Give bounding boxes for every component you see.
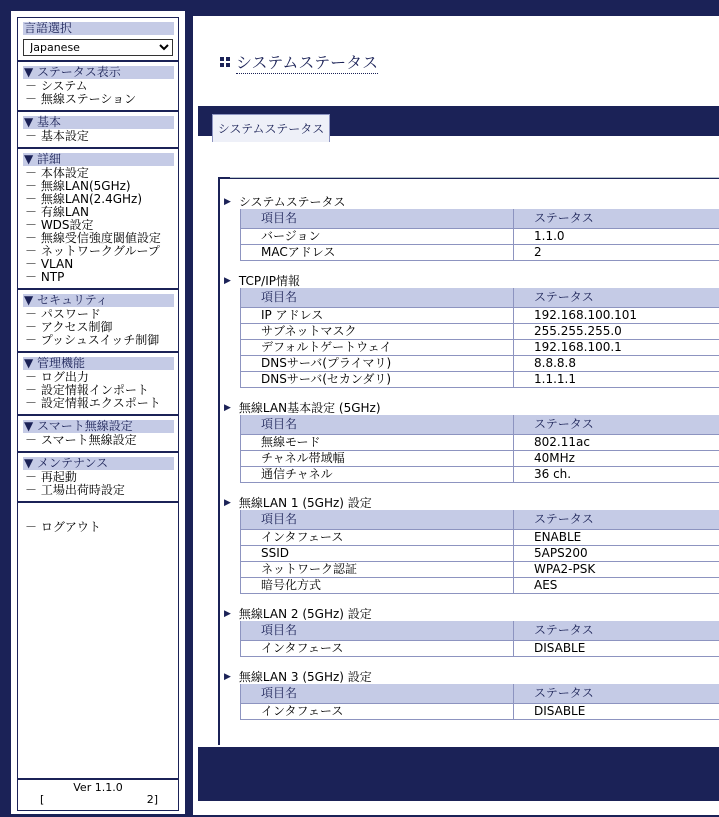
table-row	[241, 324, 719, 340]
status-table	[240, 288, 719, 388]
row-value: 192.168.100.101	[514, 308, 719, 324]
status-table	[240, 415, 719, 483]
column-header-status: ステータス	[514, 209, 719, 229]
sidebar-item[interactable]: － パスワード	[25, 307, 101, 321]
table-header-row	[241, 288, 719, 308]
table-row	[241, 562, 719, 578]
serial-label	[18, 794, 178, 806]
sidebar-section-header[interactable]: ▼ 詳細	[23, 153, 174, 166]
table-row	[241, 372, 719, 388]
table-row	[241, 229, 719, 245]
sidebar-section-header[interactable]: ▼ ステータス表示	[23, 66, 174, 79]
table-header-row	[241, 621, 719, 641]
main-panel	[193, 16, 719, 815]
sidebar-item[interactable]: － 有線LAN	[25, 205, 89, 219]
logout-wrap	[18, 503, 178, 534]
table-row	[241, 546, 719, 562]
sidebar-item[interactable]: － WDS設定	[25, 218, 94, 232]
sidebar-item[interactable]: － 本体設定	[25, 166, 89, 180]
table-row	[241, 435, 719, 451]
row-label: サブネットマスク	[241, 324, 514, 340]
table-header-row	[241, 510, 719, 530]
sidebar-item[interactable]: － 無線LAN(5GHz)	[25, 179, 131, 193]
row-label: 暗号化方式	[241, 578, 514, 594]
row-value: AES	[514, 578, 719, 594]
sidebar-item[interactable]: － 再起動	[25, 470, 77, 484]
grid-icon	[220, 57, 230, 67]
row-value: 2	[514, 245, 719, 261]
status-section-title	[224, 401, 719, 415]
sidebar-item[interactable]: － ログ出力	[25, 370, 89, 384]
row-label: DNSサーバ(プライマリ)	[241, 356, 514, 372]
row-label: ネットワーク認証	[241, 562, 514, 578]
sidebar-section-header[interactable]: ▼ 管理機能	[23, 357, 174, 370]
sidebar-item[interactable]: － アクセス制御	[25, 320, 113, 334]
section-title-text: 無線LAN 3 (5GHz) 設定	[238, 670, 372, 684]
table-row	[241, 356, 719, 372]
sidebar-item[interactable]: － 無線ステーション	[25, 92, 137, 106]
section-title-text: 無線LAN基本設定 (5GHz)	[238, 401, 381, 415]
status-table	[240, 684, 719, 720]
row-label: MACアドレス	[241, 245, 514, 261]
row-label: インタフェース	[241, 704, 514, 720]
status-table	[240, 621, 719, 657]
status-section	[224, 274, 719, 388]
row-label: 通信チャネル	[241, 467, 514, 483]
table-header-row	[241, 415, 719, 435]
sidebar-section	[18, 453, 178, 503]
sidebar-item[interactable]: － スマート無線設定	[25, 433, 137, 447]
sidebar-section	[18, 112, 178, 149]
table-row	[241, 578, 719, 594]
sidebar-item[interactable]: － 工場出荷時設定	[25, 483, 125, 497]
sidebar-item[interactable]: － ネットワークグループ	[25, 244, 160, 258]
column-header-status: ステータス	[514, 684, 719, 704]
status-section	[224, 195, 719, 261]
row-label: バージョン	[241, 229, 514, 245]
sidebar-section	[18, 62, 178, 112]
sidebar-menu	[18, 62, 178, 503]
status-section	[224, 607, 719, 657]
tab-system-status[interactable]: システムステータス	[212, 114, 330, 142]
table-row	[241, 308, 719, 324]
language-header: 言語選択	[23, 22, 174, 35]
main-content	[198, 20, 719, 815]
sidebar-item[interactable]: － NTP	[25, 270, 65, 284]
sidebar-item[interactable]: － 設定情報インポート	[25, 383, 149, 397]
row-value: 5APS200	[514, 546, 719, 562]
row-label: チャネル帯域幅	[241, 451, 514, 467]
row-label: 無線モード	[241, 435, 514, 451]
row-value: ENABLE	[514, 530, 719, 546]
logout-link[interactable]: － ログアウト	[25, 520, 101, 534]
status-section	[224, 670, 719, 720]
version-label: Ver 1.1.0	[73, 781, 123, 794]
row-value: 1.1.0	[514, 229, 719, 245]
status-section	[224, 496, 719, 594]
status-section-title	[224, 607, 719, 621]
status-section-title	[224, 496, 719, 510]
status-content	[218, 177, 719, 745]
column-header-item: 項目名	[241, 288, 514, 308]
section-title-text: システムステータス	[238, 195, 346, 209]
row-value: 192.168.100.1	[514, 340, 719, 356]
row-value: 36 ch.	[514, 467, 719, 483]
section-title-text: 無線LAN 1 (5GHz) 設定	[238, 496, 372, 510]
table-row	[241, 245, 719, 261]
footer-bar	[198, 747, 719, 801]
sidebar-section	[18, 416, 178, 453]
row-label: IP アドレス	[241, 308, 514, 324]
table-row	[241, 467, 719, 483]
status-table	[240, 209, 719, 261]
triangle-icon: ▶	[224, 197, 231, 207]
status-sections	[224, 195, 719, 733]
section-title-text: TCP/IP情報	[238, 274, 300, 288]
table-header-row	[241, 209, 719, 229]
status-section-title	[224, 195, 719, 209]
row-value: 40MHz	[514, 451, 719, 467]
column-header-item: 項目名	[241, 209, 514, 229]
row-value: 1.1.1.1	[514, 372, 719, 388]
sidebar-item[interactable]: － VLAN	[25, 257, 74, 271]
table-row	[241, 530, 719, 546]
row-label: インタフェース	[241, 641, 514, 657]
column-header-status: ステータス	[514, 621, 719, 641]
row-label: DNSサーバ(セカンダリ)	[241, 372, 514, 388]
row-label: デフォルトゲートウェイ	[241, 340, 514, 356]
status-section	[224, 401, 719, 483]
row-value: WPA2-PSK	[514, 562, 719, 578]
triangle-icon: ▶	[224, 609, 231, 619]
status-section-title	[224, 274, 719, 288]
sidebar-section	[18, 290, 178, 353]
triangle-icon: ▶	[224, 403, 231, 413]
sidebar-item[interactable]: － プッシュスイッチ制御	[25, 333, 160, 347]
serial-left: [	[40, 793, 45, 806]
column-header-item: 項目名	[241, 415, 514, 435]
sidebar-section-header[interactable]: ▼ メンテナンス	[23, 457, 174, 470]
column-header-item: 項目名	[241, 684, 514, 704]
section-title-text: 無線LAN 2 (5GHz) 設定	[238, 607, 372, 621]
row-value: 8.8.8.8	[514, 356, 719, 372]
sidebar-item[interactable]: － 無線受信強度閾値設定	[25, 231, 161, 245]
column-header-status: ステータス	[514, 415, 719, 435]
triangle-icon: ▶	[224, 672, 231, 682]
status-table	[240, 510, 719, 594]
language-select[interactable]	[23, 39, 173, 56]
column-header-item: 項目名	[241, 621, 514, 641]
language-section	[18, 18, 178, 62]
row-label: インタフェース	[241, 530, 514, 546]
sidebar-section	[18, 149, 178, 290]
sidebar-section-header[interactable]: ▼ セキュリティ	[23, 294, 174, 307]
sidebar-item[interactable]: － 設定情報エクスポート	[25, 396, 161, 410]
row-value: 255.255.255.0	[514, 324, 719, 340]
sidebar-panel	[17, 17, 179, 811]
page-title: システムステータス	[236, 50, 378, 74]
table-row	[241, 704, 719, 720]
sidebar-item[interactable]: － システム	[25, 79, 88, 93]
page-title-wrap	[220, 50, 378, 74]
table-row	[241, 641, 719, 657]
sidebar-item[interactable]: － 基本設定	[25, 129, 89, 143]
row-value: 802.11ac	[514, 435, 719, 451]
row-value: DISABLE	[514, 704, 719, 720]
table-row	[241, 340, 719, 356]
table-row	[241, 451, 719, 467]
serial-right: 2]	[146, 793, 158, 806]
triangle-icon: ▶	[224, 498, 231, 508]
triangle-icon: ▶	[224, 276, 231, 286]
row-value: DISABLE	[514, 641, 719, 657]
sidebar-item[interactable]: － 無線LAN(2.4GHz)	[25, 192, 143, 206]
table-header-row	[241, 684, 719, 704]
status-section-title	[224, 670, 719, 684]
sidebar-footer	[18, 778, 178, 810]
column-header-status: ステータス	[514, 510, 719, 530]
sidebar-section-header[interactable]: ▼ スマート無線設定	[23, 420, 174, 433]
column-header-item: 項目名	[241, 510, 514, 530]
sidebar	[11, 11, 185, 814]
row-label: SSID	[241, 546, 514, 562]
column-header-status: ステータス	[514, 288, 719, 308]
sidebar-section-header[interactable]: ▼ 基本	[23, 116, 174, 129]
sidebar-section	[18, 353, 178, 416]
